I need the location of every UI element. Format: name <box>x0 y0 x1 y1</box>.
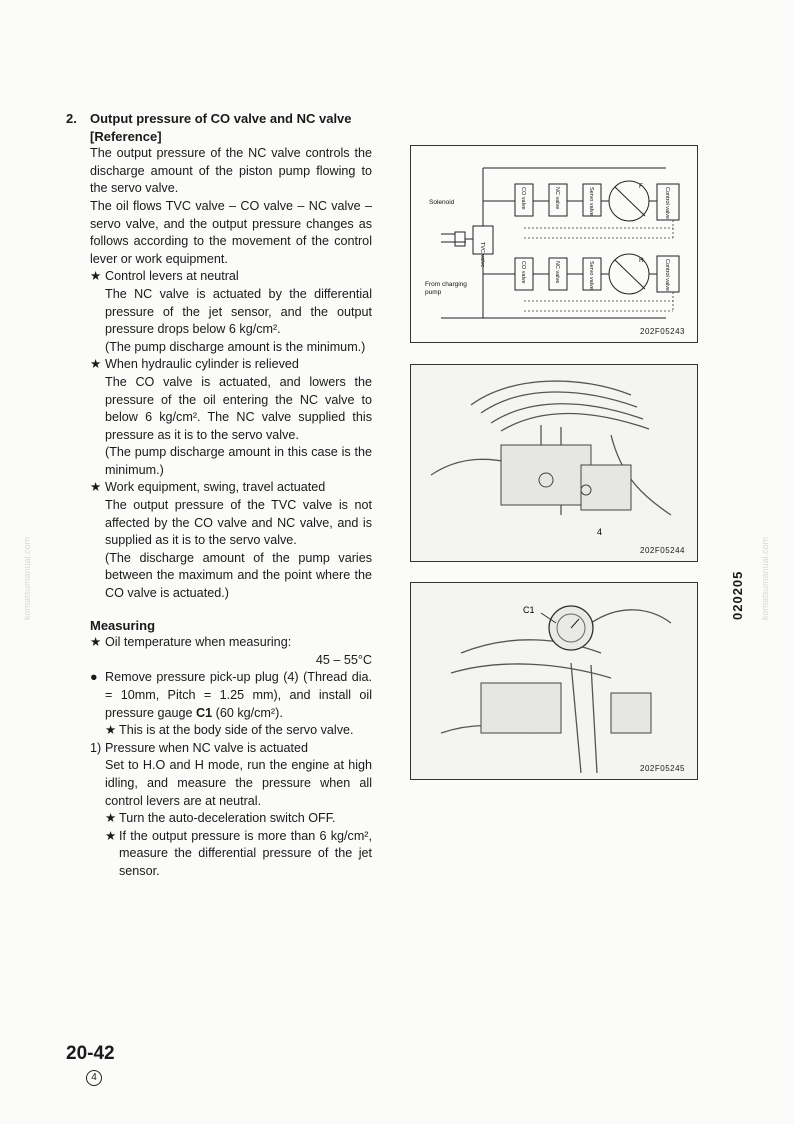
gauge-code: C1 <box>196 705 213 720</box>
watermark-right: komatsumanual.com <box>760 536 770 620</box>
co-valve-label: CO valve <box>520 187 526 210</box>
step-note-text: This is at the body side of the servo valve. <box>119 723 354 738</box>
condition-note: (The discharge amount of the pump varies between the maximum and the point where the CO valve is actuated.) <box>105 550 372 601</box>
numbered-step <box>66 740 372 810</box>
condition-item <box>66 356 372 479</box>
watermark-left: komatsumanual.com <box>22 536 32 620</box>
condition-note: (The pump discharge amount is the minimum.) <box>105 339 366 354</box>
star-icon: ★ <box>90 480 102 495</box>
star-icon: ★ <box>105 723 117 738</box>
condition-item <box>66 268 372 356</box>
valve-photo-illustration <box>411 365 697 561</box>
svg-text:Control valve: Control valve <box>664 259 670 292</box>
section-subheading: [Reference] <box>90 128 162 144</box>
svg-text:NC valve: NC valve <box>554 261 560 284</box>
svg-text:CO valve: CO valve <box>520 261 526 284</box>
figure-id: 202F05245 <box>640 764 685 773</box>
step-text: Remove pressure pick-up plug (4) (Thread dia. = 10mm, Pitch = 1.25 mm), and install oil pressure gauge C1 (60 kg/cm²). <box>105 670 372 720</box>
page-number: 20-42 <box>66 1043 115 1064</box>
side-code: 020205 <box>730 570 745 620</box>
svg-text:Servo valve: Servo valve <box>588 261 594 290</box>
solenoid-label: Solenoid <box>429 199 455 206</box>
star-icon: ★ <box>105 811 117 826</box>
figure-id: 202F05243 <box>640 327 685 336</box>
condition-note: (The pump discharge amount in this case is the minimum.) <box>105 445 372 477</box>
oil-temp-value: 45 – 55°C <box>315 652 372 667</box>
oil-temp-item <box>66 634 372 669</box>
condition-item <box>66 479 372 602</box>
svg-text:pump: pump <box>425 289 442 296</box>
bullet-icon: ● <box>90 670 98 685</box>
condition-body: The NC valve is actuated by the differential pressure of the jet sensor, and the output pressure drops below 6 kg/cm². <box>105 286 372 337</box>
intro-paragraph: The output pressure of the NC valve controls the discharge amount of the piston pump flowing to the servo valve. <box>90 146 372 196</box>
schematic-diagram <box>411 146 697 342</box>
callout-c1: C1 <box>523 605 535 615</box>
condition-title: Control levers at neutral <box>105 269 239 284</box>
step-item <box>66 669 372 722</box>
figure-photo-valves <box>410 364 698 562</box>
section-number: 2. <box>66 111 77 126</box>
measuring-heading: Measuring <box>90 617 156 633</box>
figure-photo-gauge <box>410 582 698 780</box>
star-icon: ★ <box>105 828 117 843</box>
revision-mark: 4 <box>86 1070 102 1086</box>
oil-temp-label: Oil temperature when measuring: <box>105 635 292 650</box>
callout-4: 4 <box>597 527 603 537</box>
star-icon: ★ <box>90 269 102 284</box>
f-label: F <box>639 183 643 190</box>
servo-valve-label: Servo valve <box>588 187 594 216</box>
star-icon: ★ <box>90 635 102 650</box>
charging-pump-label: From charging <box>425 281 467 288</box>
numbered-step-note: ★ Turn the auto-deceleration switch OFF. <box>66 810 372 828</box>
condition-body: The output pressure of the TVC valve is not affected by the CO valve and NC valve, and is supplied as it is to the servo valve. <box>105 498 372 548</box>
text-column <box>66 110 372 881</box>
condition-title: Work equipment, swing, travel actuated <box>105 480 326 495</box>
figure-schematic <box>410 145 698 343</box>
step-number: 1) <box>90 740 102 755</box>
condition-body: The CO valve is actuated, and lowers the pressure of the oil entering the NC valve to below 6 kg/cm². The NC valve supplied this pressure as it is to the servo valve. <box>105 374 372 442</box>
numbered-step-note: ★ If the output pressure is more than 6 kg/cm², measure the differential pressure of the jet sensor. <box>105 828 372 878</box>
control-valve-label: Control valve <box>664 187 670 220</box>
r-label: R <box>639 257 644 264</box>
figure-id: 202F05244 <box>640 546 685 555</box>
nc-valve-label: NC valve <box>554 187 560 210</box>
numbered-step-title: Pressure when NC valve is actuated <box>105 740 308 755</box>
flow-paragraph: The oil flows TVC valve – CO valve – NC valve – servo valve, and the output pressure changes as follows according to the movement of the control lever or work equipment. <box>90 198 372 266</box>
section-heading: 2. Output pressure of CO valve and NC valve <box>66 111 352 126</box>
gauge-photo-illustration <box>411 583 697 779</box>
star-icon: ★ <box>90 357 102 372</box>
numbered-step-body: Set to H.O and H mode, run the engine at high idling, and measure the pressure when all control levers are at neutral. <box>105 758 372 808</box>
step-note <box>66 722 372 740</box>
condition-title: When hydraulic cylinder is relieved <box>105 357 299 372</box>
tvc-valve-label: TVC valve <box>479 242 485 268</box>
